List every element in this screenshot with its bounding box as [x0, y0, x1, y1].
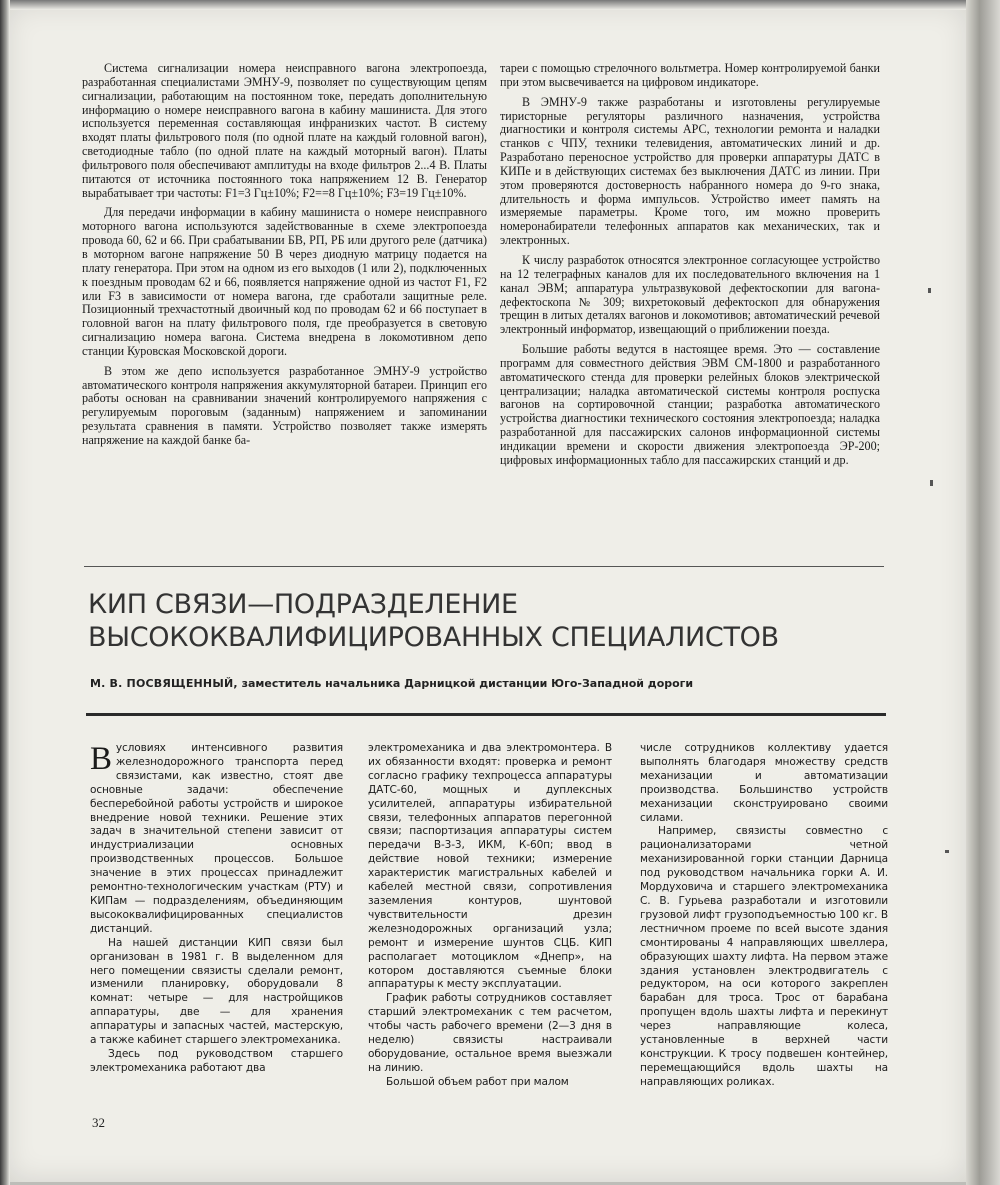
paragraph: На нашей дистанции КИП связи был организован в 1981 г. В выделенном для него помещении связисты сделали ремонт, изменили планировку, оборудовали 8 комнат: четыре — для настройщиков аппаратуры, две — для хранения аппаратуры и запасных частей, мастерскую, а также кабинет старшего электромеханика. — [90, 936, 343, 1047]
paragraph: Система сигнализации номера неисправного вагона электропоезда, разработанная специалистами ЭМНУ-9, позволяет по существующим цепям сигнализации, работающим на постоянном токе, передать дополнительную информацию о номере неисправного вагона в кабину машиниста. Для этого используется переменная составляющая инфранизких частот. В систему входят платы фильтрового поля (по одной плате на каждый головной вагон), светодиодные табло (по одной плате на каждый моторный вагон). Платы фильтрового поля обеспечивают амплитуды на входе фильтров 2...4 В. Платы питаются от источника постоянного тока напряжением 12 В. Генератор вырабатывает три частоты: F1=3 Гц±10%; F2==8 Гц±10%; F3=19 Гц±10%. — [82, 61, 487, 200]
scan-edge-left — [0, 0, 10, 1185]
scan-mark — [928, 288, 931, 293]
scan-edge-right — [966, 0, 1000, 1185]
scan-edge-top — [0, 0, 1000, 10]
paragraph: К числу разработок относятся электронное согласующее устройство на 12 телеграфных каналов для их последовательного включения на 1 канал ЭВМ; аппаратура ультразвуковой дефектоскопии для вагона-дефектоскопа № 309; вихретоковый дефектоскоп для обнаружения трещин в литых деталях вагонов и локомотивов; автоматический речевой электронный информатор, извещающий о приближении поезда. — [500, 252, 880, 337]
paragraph: Например, связисты совместно с рационализаторами четной механизированной горки станции Дарница под руководством начальника горки А. И. Мордуховича и старшего электромеханика С. В. Гурьева разработали и изготовили грузовой лифт грузоподъемностью 100 кг. В лестничном проеме по всей высоте здания смонтированы 4 направляющих швеллера, образующих шахту лифта. На первом этаже здания установлен электродвигатель с редуктором, на оси которого закреплен барабан для троса. Трос от барабана пропущен вдоль шахты лифта и перекинут через направляющие колеса, установленные в верхней части конструкции. К тросу подвешен контейнер, перемещающийся вдоль шахты на направляющих роликах. — [640, 825, 888, 1088]
paragraph: В ЭМНУ-9 также разработаны и изготовлены регулируемые тиристорные регуляторы различного назначения, устройства диагностики и контроля системы АРС, технологии ремонта и наладки станков с ЧПУ, техники телевидения, автоматических линий и др. Разработано переносное устройство для проверки аппаратуры ДАТС в КИПе и в действующих системах без выключения ДАТС из линии. При этом проверяются достоверность набранного номера до 9-го знака, длительность и форма импульсов. Устройство имеет память на измеряемые параметры. Кроме того, им можно проверить номеронабиратели телефонных аппаратов как механических, так и электронных. — [500, 94, 880, 248]
paragraph: Здесь под руководством старшего электромеханика работают два — [90, 1047, 343, 1074]
article-column-3 — [640, 742, 888, 1090]
paragraph: числе сотрудников коллективу удается выполнять благодаря множеству средств механизации и автоматизации производства. Большинство устройств механизации сконструировано своими силами. — [640, 742, 888, 824]
paragraph: В этом же депо используется разработанное ЭМНУ-9 устройство автоматического контроля напряжения аккумуляторной батареи. Принцип его работы основан на сравнивании значений контролируемого напряжения с регулируемым пороговым (заданным) напряжением и запоминании результата сравнения в памяти. Устройство позволяет также измерять напряжение на каждой банке ба- — [82, 363, 487, 447]
article-title — [88, 588, 908, 654]
article-column-2 — [368, 742, 612, 1090]
author-name: М. В. ПОСВЯЩЕННЫЙ, — [90, 677, 238, 690]
page-number: 32 — [92, 1115, 105, 1130]
paragraph: тареи с помощью стрелочного вольтметра. Номер контролируемой банки при этом высвечивается на цифровом индикаторе. — [500, 61, 880, 89]
upper-column-2 — [500, 62, 880, 468]
drop-cap: В — [90, 741, 112, 777]
paragraph: электромеханика и два электромонтера. В их обязанности входят: проверка и ремонт согласно графику техпроцесса аппаратуры ДАТС-60, мощных и дуплексных усилителей, аппаратуры избирательной связи, телефонных аппаратов перегонной связи; паспортизация аппаратуры систем передачи В-3-3, ИКМ, К-60п; ввод в действие новой техники; измерение характеристик магистральных кабелей и кабелей местной связи, сопротивления заземления контуров, шунтовой чувствительности дрезин железнодорожных организаций узла; ремонт и измерение шунтов СЦБ. КИП располагает мотоциклом «Днепр», на котором доставляются съемные блоки аппаратуры к месту эксплуатации. — [368, 742, 612, 991]
paragraph: Большие работы ведутся в настоящее время. Это — составление программ для совместного действия ЭВМ СМ-1800 и разработанного автоматического стенда для проверки релейных блоков электрической централизации; наладка автоматической системы контроля роспуска вагонов на сортировочной станции; разработка автоматического устройства диагностики технического состояния электропоезда; наладка разработанной для пассажирских салонов информационной системы индикации времени и скорости движения электропоезда ЭР-200; цифровых информационных табло для пассажирских станций и др. — [500, 342, 880, 467]
paragraph: Для передачи информации в кабину машиниста о номере неисправного моторного вагона используются задействованные в схеме электропоезда провода 60, 62 и 66. При срабатывании БВ, РП, РБ или другого реле (датчика) в моторном вагоне напряжение 50 В через диодную матрицу подается на плату генератора. При этом на одном из его выходов (1 или 2), подключенных к поездным проводам 62 и 66, появляется напряжение одной из частот F1, F2 или F3 в зависимости от номера вагона, где сработали защитные реле. Позиционный трехчастотный двоичный код по проводам 62 и 66 поступает в головной вагон на плату фильтрового поля, где преобразуется в световую сигнализацию номера вагона. Система внедрена в локомотивном депо станции Куровская Московской дороги. — [82, 205, 487, 358]
scan-mark — [945, 850, 949, 853]
section-divider — [84, 566, 884, 567]
author-byline — [90, 676, 880, 692]
scan-mark — [930, 480, 933, 486]
upper-column-1 — [82, 62, 487, 448]
heading-rule — [86, 713, 886, 716]
paragraph: График работы сотрудников составляет старший электромеханик с тем расчетом, чтобы часть рабочего времени (2—3 дня в неделю) связисты настраивали оборудование, остальное время выезжали на линию. — [368, 992, 612, 1074]
paragraph: Большой объем работ при малом — [386, 1075, 569, 1088]
paragraph: Вусловиях интенсивного развития железнодорожного транспорта перед связистами, как известно, стоят две основные задачи: обеспечение бесперебойной работы устройств и широкое внедрение новой техники. Решение этих задач в значительной степени зависит от индустриализации основных производственных процессов. Большое значение в этих процессах принадлежит ремонтно-технологическим участкам (РТУ) и КИПам — подразделениям, объединяющим высококвалифицированных специалистов дистанций. — [90, 741, 343, 935]
article-title-line-1: КИП СВЯЗИ—ПОДРАЗДЕЛЕНИЕ — [88, 589, 518, 620]
author-role: заместитель начальника Дарницкой дистанции Юго-Западной дороги — [241, 677, 694, 690]
article-column-1 — [90, 742, 343, 1076]
article-title-line-2: ВЫСОКОКВАЛИФИЦИРОВАННЫХ СПЕЦИАЛИСТОВ — [88, 622, 779, 653]
